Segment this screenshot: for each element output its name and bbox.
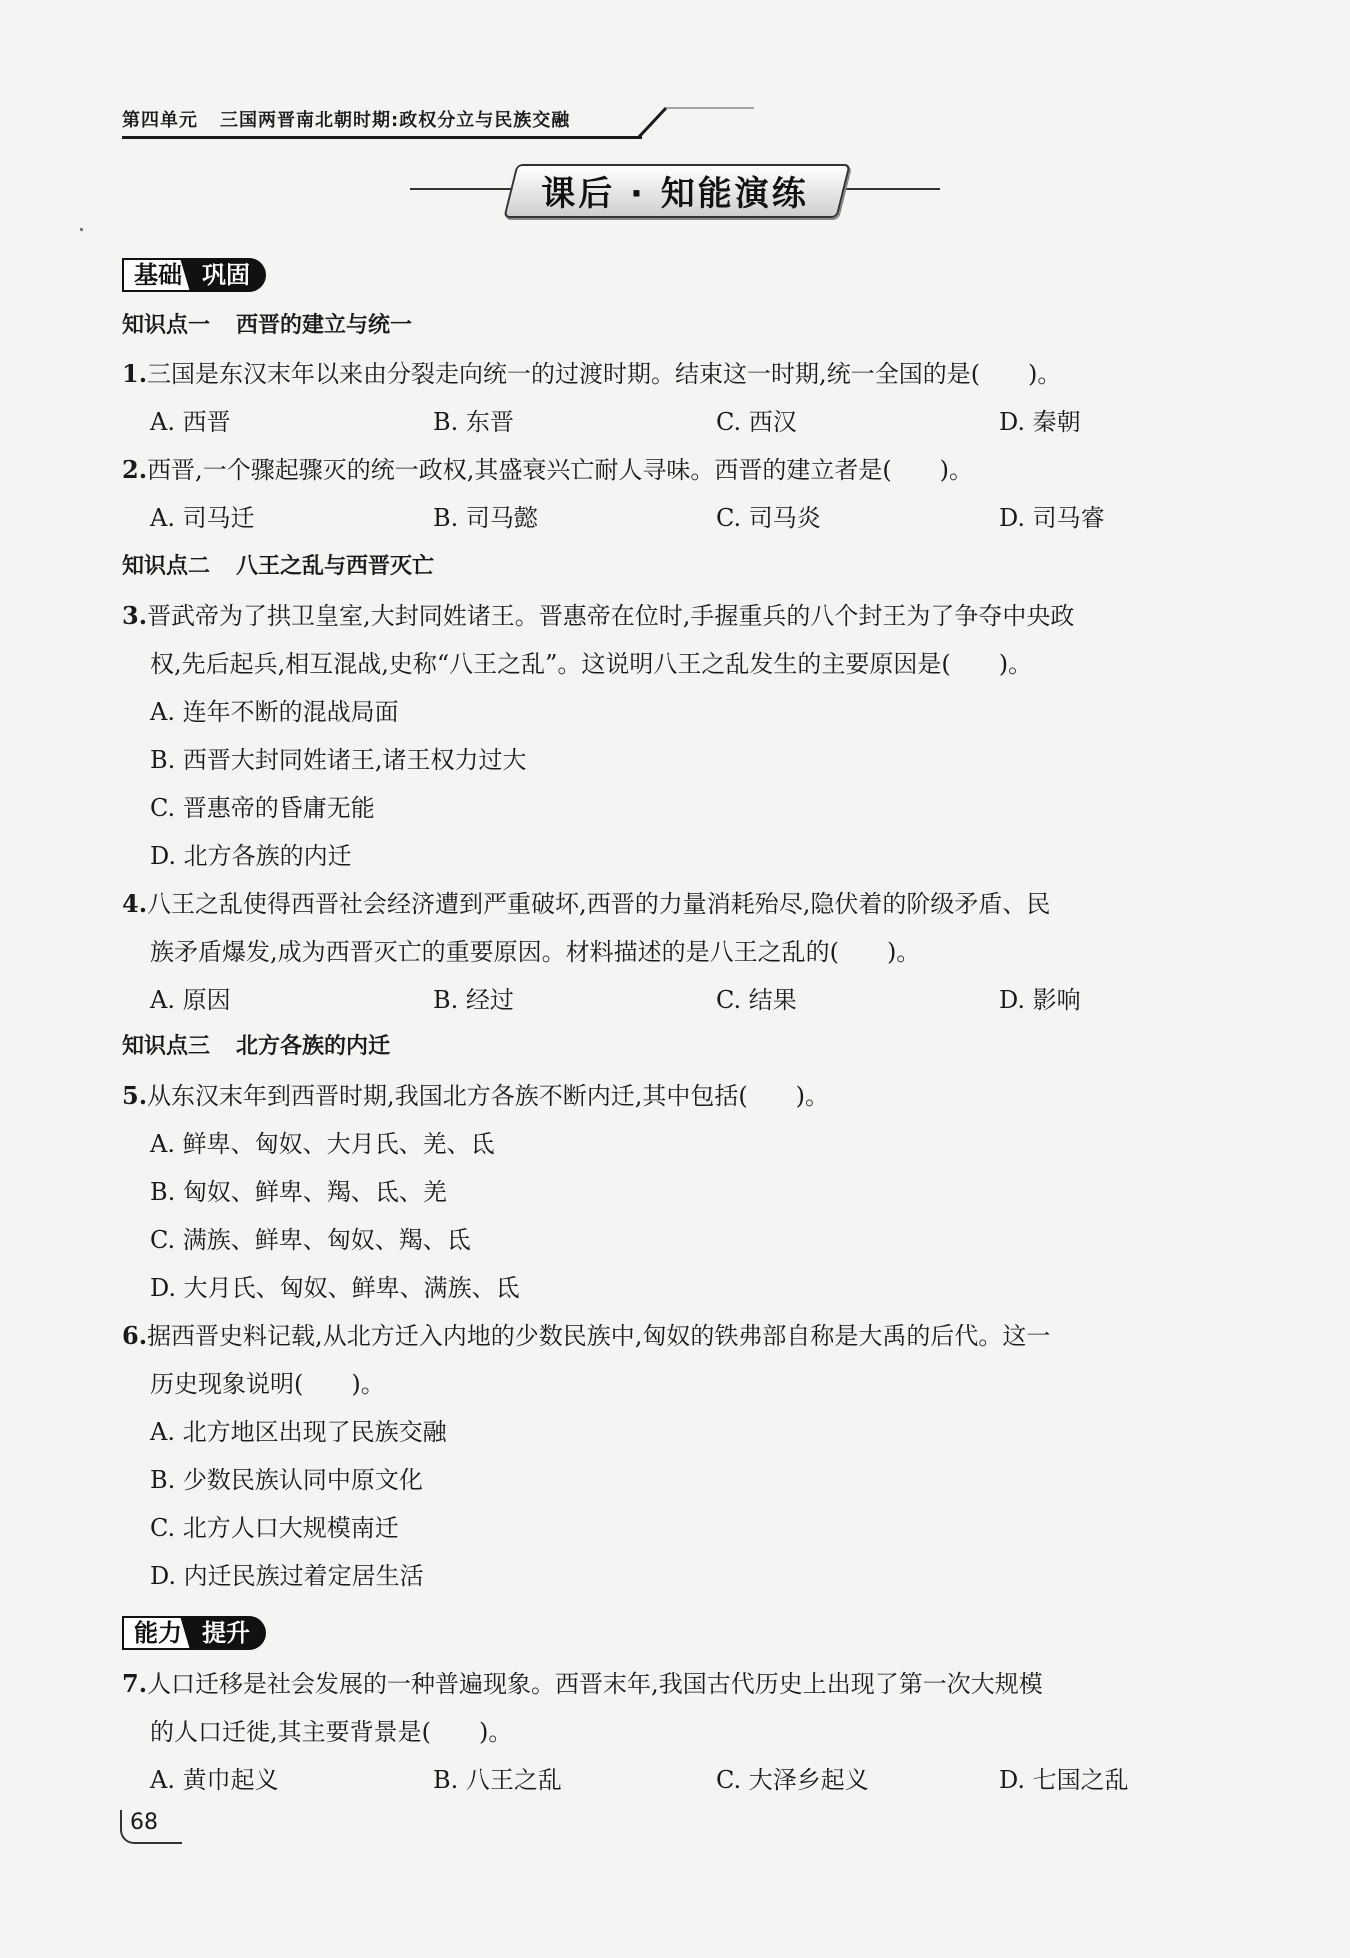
question-text: 从东汉末年到西晋时期,我国北方各族不断内迁,其中包括( )。 <box>147 1082 830 1110</box>
question-6-option-c[interactable]: C. 北方人口大规模南迁 <box>150 1514 399 1542</box>
banner-line-right <box>830 188 940 190</box>
option-d[interactable]: D. 秦朝 <box>999 408 1081 436</box>
section-tag-basic <box>122 258 266 292</box>
running-header-text <box>122 106 570 132</box>
option-c[interactable]: C. 大泽乡起义 <box>716 1766 869 1794</box>
knowledge-point-3 <box>122 1030 390 1064</box>
option-d[interactable]: D. 七国之乱 <box>999 1766 1129 1794</box>
question-text: 据西晋史料记载,从北方迁入内地的少数民族中,匈奴的铁弗部自称是大禹的后代。这一 <box>147 1322 1051 1350</box>
question-text: 人口迁移是社会发展的一种普遍现象。西晋末年,我国古代历史上出现了第一次大规模 <box>147 1670 1043 1698</box>
question-4-stem-line-1 <box>122 884 1050 924</box>
question-7-stem-line-1 <box>122 1664 1043 1704</box>
unit-label: 第四单元 <box>122 110 198 131</box>
option-d[interactable]: D. 司马睿 <box>999 504 1105 532</box>
section-tag-ability <box>122 1616 266 1650</box>
question-4-stem-line-2: 族矛盾爆发,成为西晋灭亡的重要原因。材料描述的是八王之乱的( )。 <box>150 938 921 966</box>
option-c[interactable]: C. 西汉 <box>716 408 797 436</box>
question-6-stem-line-2: 历史现象说明( )。 <box>150 1370 385 1398</box>
margin-mark <box>80 228 83 231</box>
question-3-stem-line-1 <box>122 596 1074 636</box>
section-banner <box>410 160 940 220</box>
question-7-stem-line-2: 的人口迁徙,其主要背景是( )。 <box>150 1718 513 1746</box>
question-5-option-b[interactable]: B. 匈奴、鲜卑、羯、氐、羌 <box>150 1178 447 1206</box>
kp-label: 知识点三 <box>122 1034 211 1059</box>
question-6-stem-line-1 <box>122 1316 1050 1356</box>
kp-label: 知识点一 <box>122 313 211 338</box>
question-number: 7. <box>122 1669 148 1698</box>
banner-title: 课后 · 知能演练 <box>541 174 809 214</box>
kp-title: 北方各族的内迁 <box>236 1034 391 1059</box>
section-tag-basic-b: 巩固 <box>190 258 266 292</box>
option-a[interactable]: A. 原因 <box>150 986 231 1014</box>
question-3-option-c[interactable]: C. 晋惠帝的昏庸无能 <box>150 794 375 822</box>
question-1-options <box>150 402 1250 442</box>
option-c[interactable]: C. 结果 <box>716 986 797 1014</box>
question-number: 4. <box>122 889 148 918</box>
option-d[interactable]: D. 影响 <box>999 986 1081 1014</box>
question-6-option-b[interactable]: B. 少数民族认同中原文化 <box>150 1466 423 1494</box>
question-number: 3. <box>122 601 148 630</box>
question-7-options <box>150 1760 1250 1800</box>
question-4-options <box>150 980 1250 1020</box>
question-6-option-a[interactable]: A. 北方地区出现了民族交融 <box>150 1418 447 1446</box>
option-a[interactable]: A. 黄巾起义 <box>150 1766 279 1794</box>
kp-title: 西晋的建立与统一 <box>236 313 413 338</box>
question-3-option-a[interactable]: A. 连年不断的混战局面 <box>150 698 399 726</box>
knowledge-point-2 <box>122 550 434 584</box>
kp-title: 八王之乱与西晋灭亡 <box>236 554 435 579</box>
question-text: 西晋,一个骤起骤灭的统一政权,其盛衰兴亡耐人寻味。西晋的建立者是( )。 <box>147 456 974 484</box>
question-5-option-d[interactable]: D. 大月氏、匈奴、鲜卑、满族、氐 <box>150 1274 520 1302</box>
page-number: 68 <box>130 1810 158 1835</box>
option-b[interactable]: B. 八王之乱 <box>433 1766 562 1794</box>
option-c[interactable]: C. 司马炎 <box>716 504 821 532</box>
question-number: 5. <box>122 1081 148 1110</box>
unit-title: 三国两晋南北朝时期:政权分立与民族交融 <box>220 110 571 131</box>
option-b[interactable]: B. 司马懿 <box>433 504 538 532</box>
option-b[interactable]: B. 东晋 <box>433 408 514 436</box>
option-a[interactable]: A. 西晋 <box>150 408 231 436</box>
question-text: 三国是东汉末年以来由分裂走向统一的过渡时期。结束这一时期,统一全国的是( )。 <box>147 360 1062 388</box>
question-5-option-c[interactable]: C. 满族、鲜卑、匈奴、羯、氐 <box>150 1226 471 1254</box>
header-slash-decoration <box>638 104 758 140</box>
question-3-stem-line-2: 权,先后起兵,相互混战,史称“八王之乱”。这说明八王之乱发生的主要原因是( )。 <box>150 650 1033 678</box>
section-tag-ability-b: 提升 <box>190 1616 266 1650</box>
question-number: 6. <box>122 1321 148 1350</box>
question-2-stem <box>122 450 973 490</box>
question-number: 2. <box>122 455 148 484</box>
running-header <box>122 104 762 138</box>
question-5-stem <box>122 1076 829 1116</box>
option-a[interactable]: A. 司马迁 <box>150 504 255 532</box>
section-tag-basic-a: 基础 <box>122 258 190 292</box>
question-6-option-d[interactable]: D. 内迁民族过着定居生活 <box>150 1562 424 1590</box>
question-3-option-b[interactable]: B. 西晋大封同姓诸王,诸王权力过大 <box>150 746 527 774</box>
question-text: 八王之乱使得西晋社会经济遭到严重破坏,西晋的力量消耗殆尽,隐伏着的阶级矛盾、民 <box>147 890 1051 918</box>
banner-line-left <box>410 188 520 190</box>
header-rule <box>122 136 642 139</box>
question-5-option-a[interactable]: A. 鲜卑、匈奴、大月氏、羌、氐 <box>150 1130 495 1158</box>
question-1-stem <box>122 354 1061 394</box>
section-tag-ability-a: 能力 <box>122 1616 190 1650</box>
question-3-option-d[interactable]: D. 北方各族的内迁 <box>150 842 352 870</box>
knowledge-point-1 <box>122 309 412 343</box>
question-number: 1. <box>122 359 148 388</box>
question-2-options <box>150 498 1250 538</box>
kp-label: 知识点二 <box>122 554 211 579</box>
option-b[interactable]: B. 经过 <box>433 986 514 1014</box>
question-text: 晋武帝为了拱卫皇室,大封同姓诸王。晋惠帝在位时,手握重兵的八个封王为了争夺中央政 <box>147 602 1075 630</box>
